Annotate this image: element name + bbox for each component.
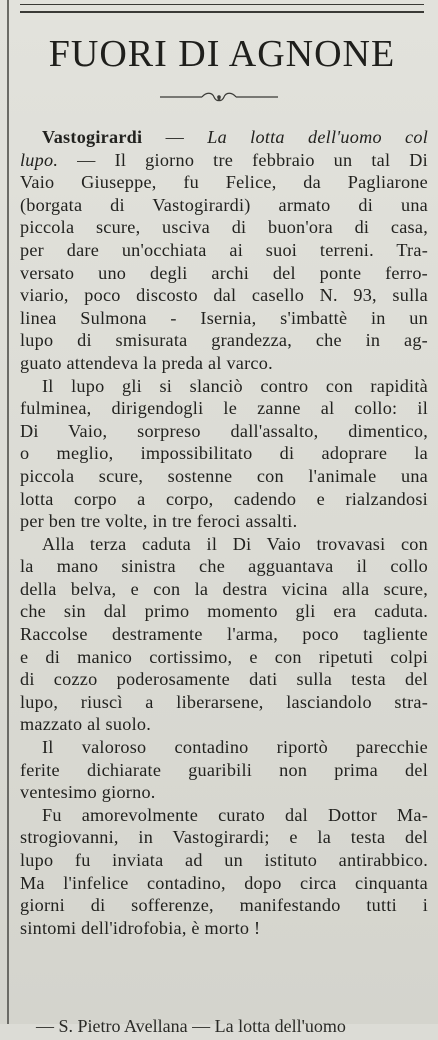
article-line: strogiovanni, in Vastogirardi; e la testa del xyxy=(20,827,428,848)
article-title-cont: lupo. xyxy=(20,149,59,170)
article-line: della belva, e con la destra vicina alla scure, xyxy=(20,578,428,599)
article-line: viario, poco discosto dal casello N. 93, sulla xyxy=(20,285,428,306)
article-line: e di manico cortissimo, e con ripetuti colpi xyxy=(20,646,428,667)
article-line: piccola scure, usciva di buon'ora di casa, xyxy=(20,217,428,238)
article-line: Raccolse destramente l'arma, poco tagliente xyxy=(20,624,428,645)
article-line: lupo, riuscì a liberarsene, lasciandolo stra- xyxy=(20,691,428,712)
article-line xyxy=(20,126,428,149)
article-line: fulminea, dirigendogli le zanne al collo: il xyxy=(20,398,428,419)
article-line: la mano sinistra che agguantava il collo xyxy=(20,556,428,577)
article-place: Vastogirardi xyxy=(42,127,143,147)
article-line: Ma l'infelice contadino, dopo circa cinquanta xyxy=(20,872,428,893)
article-line: ferite dichiarate guaribili non prima del xyxy=(20,759,428,780)
article-line: versato uno degli archi del ponte ferro- xyxy=(20,262,428,283)
next-article-cut-text: — S. Pietro Avellana — La lotta dell'uomo xyxy=(36,1016,346,1036)
article-line: Il lupo gli si slanciò contro con rapidità xyxy=(42,375,428,396)
article-line: Fu amorevolmente curato dal Dottor Ma- xyxy=(42,804,428,825)
article-line: Il valoroso contadino riportò parecchie xyxy=(42,737,428,758)
article-line: lupo fu inviata ad un istituto antirabbico. xyxy=(20,850,428,870)
top-double-rule xyxy=(20,4,424,13)
article-line: per ben tre volte, in tre feroci assalti. xyxy=(20,511,298,532)
article-line: per dare un'occhiata ai suoi terreni. Tra- xyxy=(20,239,428,260)
article-line: Vaio Giuseppe, fu Felice, da Pagliarone xyxy=(20,172,428,193)
dash: — xyxy=(165,127,185,147)
article-line: linea Sulmona - Isernia, s'imbattè in un xyxy=(20,307,428,328)
article-line: Di Vaio, sorpreso dall'assalto, dimentico, xyxy=(20,420,428,441)
article-body xyxy=(20,126,428,939)
article-line: (borgata di Vastogirardi) armato di una xyxy=(20,194,428,215)
article-line: giorni di sofferenze, manifestando tutti i xyxy=(20,895,428,916)
article-title: La lotta dell'uomo col xyxy=(207,127,429,147)
article-line: guato attendeva la preda al varco. xyxy=(20,352,273,373)
article-line: lotta corpo a corpo, cadendo e rialzandosi xyxy=(20,488,428,509)
article-line: che sin dal primo momento gli era caduta. xyxy=(20,601,428,622)
article-line: piccola scure, sostenne con l'animale una xyxy=(20,465,428,486)
section-headline: FUORI DI AGNONE xyxy=(48,33,396,75)
article-line: mazzato al suolo. xyxy=(20,714,152,735)
article-line: o meglio, impossibilitato di adoprare la xyxy=(20,443,428,464)
article-line: Alla terza caduta il Di Vaio trovavasi con xyxy=(42,533,428,554)
line-text: — Il giorno tre febbraio un tal Di xyxy=(77,149,428,170)
article-line: lupo di smisurata grandezza, che in ag- xyxy=(20,330,428,351)
article-line: sintomi dell'idrofobia, è morto ! xyxy=(20,917,261,938)
column-rule xyxy=(7,0,9,1024)
decorative-scroll-ornament-icon xyxy=(160,90,278,104)
article-line xyxy=(20,149,428,172)
article-line: ventesimo giorno. xyxy=(20,782,156,803)
article-line: di cozzo poderosamente dati sulla testa del xyxy=(20,669,428,690)
